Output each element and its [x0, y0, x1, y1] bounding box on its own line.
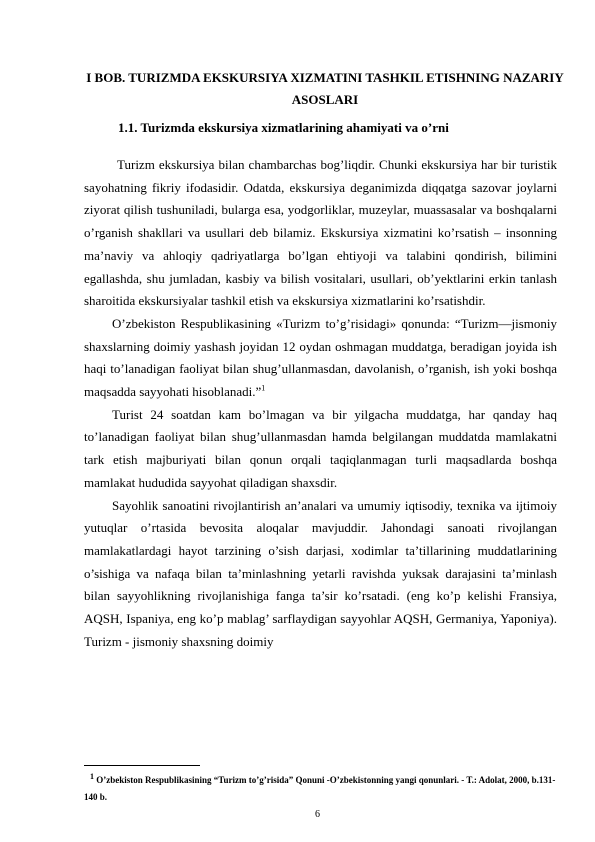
- paragraph-3: Turist 24 soatdan kam bo’lmagan va bir yilgacha muddatga, har qanday haq to’lanadigan faoliyat bilan shug’ullanmasdan hamda belgilangan muddatda mamlakatni tark etish majburiyati bilan qonun orqali taqiqlanmagan turli maqsadlarda boshqa mamlakat hududida sayyohat qiladigan shaxsdir.: [84, 406, 557, 490]
- chapter-title: I BOB. TURIZMDA EKSKURSIYA XIZMATINI TASHKIL ETISHNING NAZARIY ASOSLARI: [86, 70, 564, 107]
- footnote-marker: 1: [90, 772, 94, 781]
- body-text: [84, 154, 557, 653]
- footnote-text: O’zbekiston Respublikasining “Turizm to’g’risida” Qonuni -O’zbekistonning yangi qonunlari. - T.: Adolat, 2000, b.131-140 b.: [84, 775, 556, 802]
- section-title: 1.1. Turizmda ekskursiya xizmatlarining ahamiyati va o’rni: [118, 120, 449, 135]
- paragraph-2-text: O’zbekiston Respublikasining «Turizm to’g’risidagi» qonunda: “Turizm—jismoniy shaxslarning doimiy yashash joyidan 12 oydan oshmagan muddatga, beradigan joyida ish haqi to’lanadigan faoliyat bilan shug’ullanmasdan, davolanish, o’rganish, ish yoki boshqa maqsadda sayyohati hisoblanadi.”: [84, 315, 557, 400]
- paragraph-2: [84, 313, 557, 404]
- page-number: 6: [315, 809, 320, 820]
- paragraph-4: Sayohlik sanoatini rivojlantirish an’analari va umumiy iqtisodiy, texnika va ijtimoiy yutuqlar o’rtasida bevosita aloqalar mavjuddir. Jahondagi sanoati rivojlangan mamlakatlardagi hayot tarzining o’sish darjasi, xodimlar ta’tillarining muddatlarining o’sishiga va nafaqa bilan ta’minlashning yetarli ravishda yuksak darajasini ta’minlash bilan sayyohlikning rivojlanishiga fanga ta’sir ko’rsatadi. (eng ko’p kelishi Fransiya, AQSH, Ispaniya, eng ko’p mablag’ sarflaydigan sayyohlar AQSH, Germaniya, Yaponiya). Turizm - jismoniy shaxsning doimiy: [84, 497, 557, 649]
- footnote: [84, 772, 560, 806]
- paragraph-1: Turizm ekskursiya bilan chambarchas bog’liqdir. Chunki ekskursiya har bir turistik sayohatning fikriy ifodasidir. Odatda, ekskursiya deganimizda diqqatga sazovar joylarni ziyorat qilish tushuniladi, bularga esa, yodgorliklar, muzeylar, muassasalar va boshqalarni o’rganish shakllari va usullari deb bilamiz. Ekskursiya xizmatini ko’rsatish – insonning ma’naviy va ahloqiy qadriyatlarga bo’lgan ehtiyoji va talabini qondirish, bilimini egallashda, shu jumladan, kasbiy va bilish vositalari, usullari, ob’yektlarini erkin tanlash sharoitida ekskursiyalar tashkil etish va ekskursiya xizmatlarini ko’rsatishdir.: [84, 157, 557, 309]
- footnote-reference[interactable]: 1: [261, 383, 266, 393]
- footnote-divider: [84, 765, 200, 766]
